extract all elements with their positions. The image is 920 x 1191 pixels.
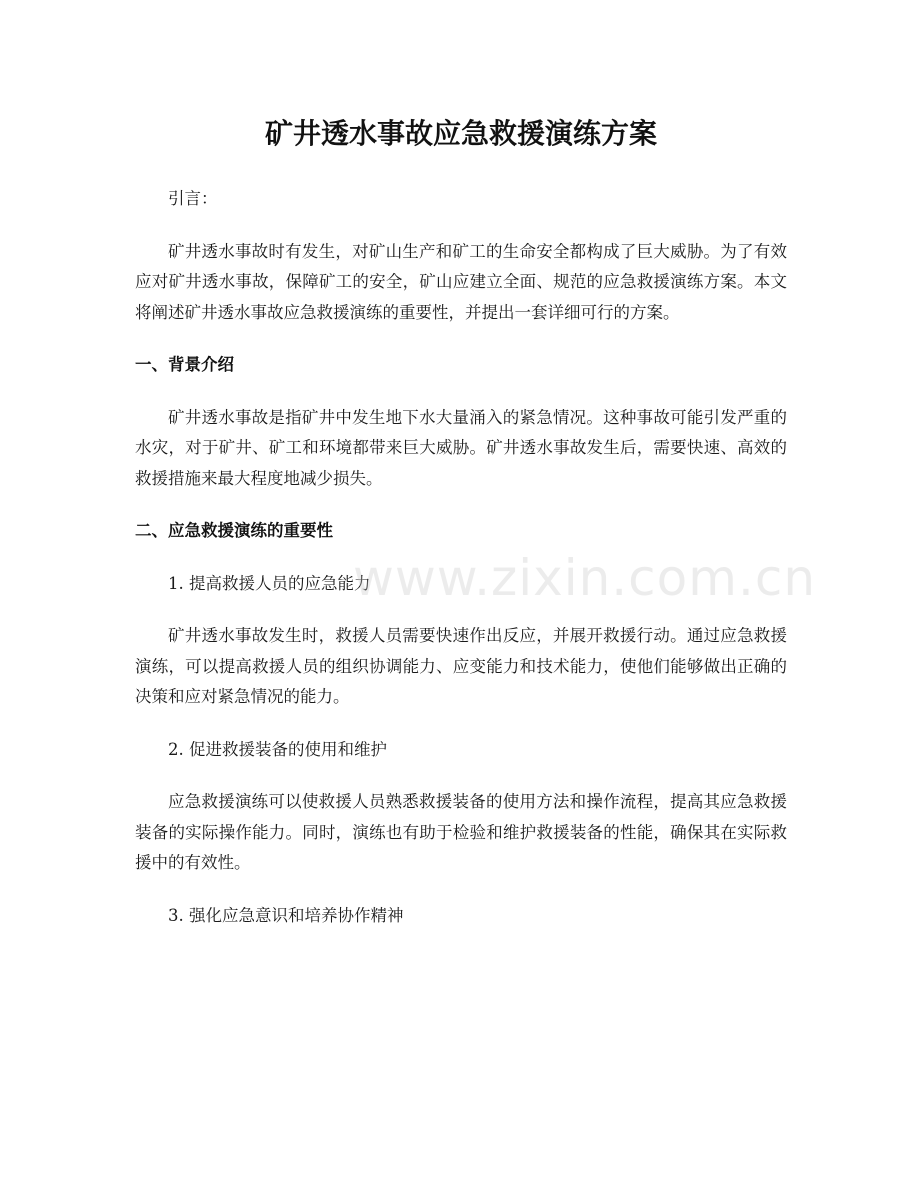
spacer xyxy=(135,765,787,787)
spacer xyxy=(135,215,787,237)
spacer xyxy=(135,328,787,350)
spacer xyxy=(135,599,787,621)
background-paragraph: 矿井透水事故是指矿井中发生地下水大量涌入的紧急情况。这种事故可能引发严重的水灾，对于矿井、矿工和环境都带来巨大威胁。矿井透水事故发生后，需要快速、高效的救援措施来最大程度地减少损失。 xyxy=(135,407,787,488)
spacer xyxy=(135,879,787,901)
list-item-title-2: 2. 促进救援装备的使用和维护 xyxy=(168,739,387,759)
spacer xyxy=(135,160,787,184)
watermark-text: www.zixin.com.cn xyxy=(353,549,817,607)
spacer xyxy=(135,494,787,516)
section-heading-background: 一、背景介绍 xyxy=(135,355,234,374)
list-item-paragraph-1: 矿井透水事故发生时，救援人员需要快速作出反应，并展开救援行动。通过应急救援演练，可以提高救援人员的组织协调能力、应变能力和技术能力，使他们能够做出正确的决策和应对紧急情况的能力。 xyxy=(135,626,787,706)
document-body xyxy=(135,108,787,931)
list-item-title-3: 3. 强化应急意识和培养协作精神 xyxy=(168,905,404,925)
document-title: 矿井透水事故应急救援演练方案 xyxy=(264,117,657,150)
list-item-paragraph-2: 应急救援演练可以使救援人员熟悉救援装备的使用方法和操作流程，提高其应急救援装备的实际操作能力。同时，演练也有助于检验和维护救援装备的性能，确保其在实际救援中的有效性。 xyxy=(135,792,787,872)
intro-paragraph: 矿井透水事故时有发生，对矿山生产和矿工的生命安全都构成了巨大威胁。为了有效应对矿井透水事故，保障矿工的安全，矿山应建立全面、规范的应急救援演练方案。本文将阐述矿井透水事故应急救援演练的重要性，并提出一套详细可行的方案。 xyxy=(135,241,787,322)
intro-label: 引言： xyxy=(168,189,218,208)
spacer xyxy=(135,381,787,403)
spacer xyxy=(135,713,787,735)
section-heading-importance: 二、应急救援演练的重要性 xyxy=(135,521,333,540)
list-item-title-1: 1. 提高救援人员的应急能力 xyxy=(168,573,371,593)
spacer xyxy=(135,547,787,569)
